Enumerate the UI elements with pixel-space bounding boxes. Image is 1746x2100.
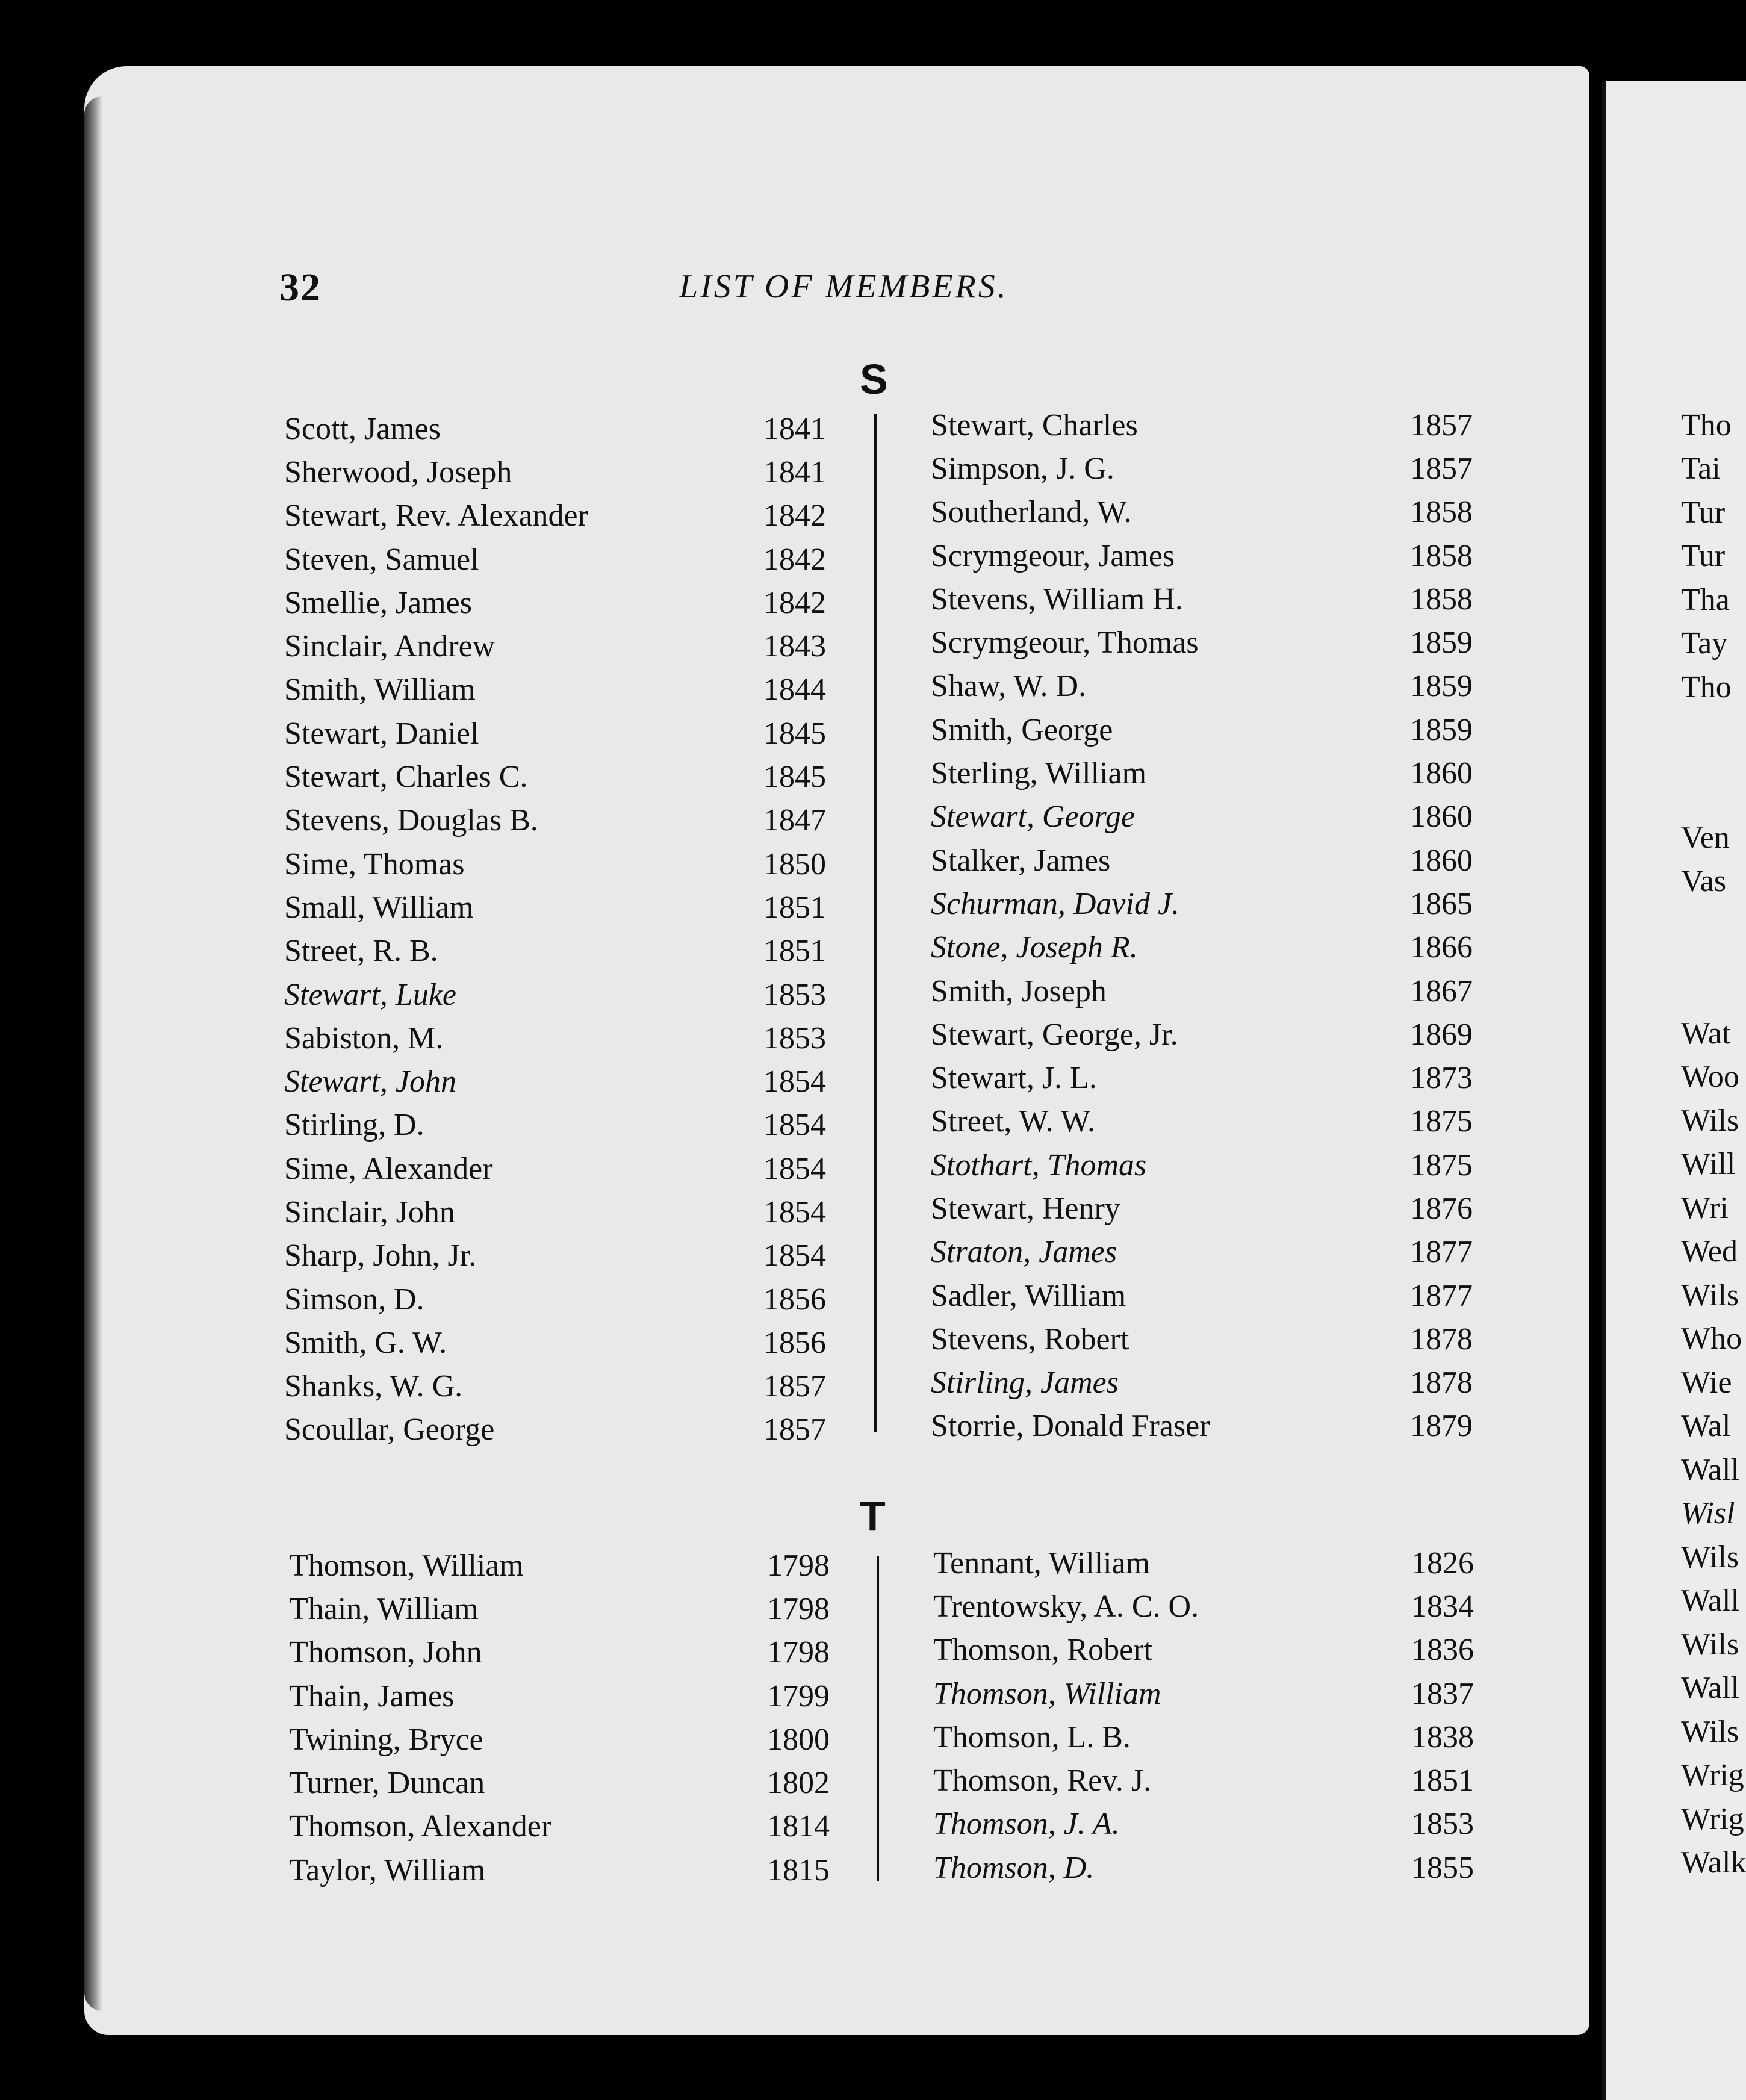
facing-page-fragment: Wall	[1681, 1452, 1739, 1487]
member-entry	[931, 839, 1473, 882]
member-year: 1859	[1410, 669, 1473, 704]
member-entry	[284, 494, 826, 538]
member-year: 1867	[1410, 974, 1473, 1008]
facing-page-fragment: Wat	[1681, 1016, 1731, 1051]
member-entry	[284, 1016, 826, 1060]
member-year: 1837	[1411, 1676, 1474, 1711]
member-name: Schurman, David J.	[931, 886, 1180, 921]
member-name: Sinclair, John	[284, 1194, 455, 1229]
member-entry	[284, 581, 826, 624]
member-entry	[284, 1321, 826, 1364]
member-name: Thomson, Robert	[933, 1633, 1152, 1668]
section-s-right-column	[931, 403, 1473, 1448]
member-name: Stothart, Thomas	[931, 1148, 1147, 1182]
member-year: 1856	[763, 1282, 826, 1317]
member-year: 1842	[763, 585, 826, 620]
member-year: 1826	[1411, 1545, 1474, 1580]
facing-page-fragments-w	[1606, 1011, 1746, 1884]
facing-page-fragment: Tay	[1681, 626, 1728, 661]
member-entry	[931, 969, 1473, 1013]
member-entry	[931, 751, 1473, 795]
member-entry	[289, 1674, 830, 1718]
member-year: 1800	[767, 1722, 830, 1757]
member-entry	[931, 795, 1473, 839]
member-entry	[931, 708, 1473, 751]
member-name: Shanks, W. G.	[284, 1369, 463, 1404]
member-name: Stewart, Charles C.	[284, 760, 528, 795]
member-name: Tennant, William	[933, 1545, 1151, 1580]
member-name: Taylor, William	[289, 1853, 486, 1887]
member-name: Street, W. W.	[931, 1104, 1096, 1139]
member-year: 1865	[1410, 886, 1473, 921]
member-year: 1842	[763, 542, 826, 577]
member-name: Stirling, D.	[284, 1108, 424, 1143]
member-entry	[284, 1190, 826, 1234]
member-year: 1857	[1410, 408, 1473, 443]
member-name: Steven, Samuel	[284, 542, 479, 577]
facing-page-fragment: Ven	[1681, 820, 1730, 855]
member-year: 1858	[1410, 495, 1473, 530]
member-year: 1856	[763, 1325, 826, 1360]
member-year: 1854	[763, 1108, 826, 1143]
member-year: 1875	[1410, 1148, 1473, 1182]
member-year: 1857	[1410, 451, 1473, 486]
facing-page-fragment: Tai	[1681, 452, 1721, 486]
member-entry	[284, 407, 826, 450]
member-name: Sadler, William	[931, 1278, 1126, 1313]
member-entry	[931, 1231, 1473, 1274]
member-year: 1834	[1411, 1589, 1474, 1624]
member-entry	[289, 1761, 830, 1804]
facing-page-fragment: Wils	[1681, 1627, 1739, 1662]
member-entry	[284, 930, 826, 973]
member-name: Stewart, George, Jr.	[931, 1017, 1178, 1052]
facing-page-fragment: Tho	[1681, 669, 1732, 704]
member-name: Street, R. B.	[284, 934, 438, 969]
member-entry	[931, 926, 1473, 969]
member-name: Stewart, George	[931, 800, 1135, 834]
member-name: Sterling, William	[931, 756, 1147, 791]
facing-page-fragment: Wri	[1681, 1190, 1729, 1225]
member-year: 1878	[1410, 1322, 1473, 1356]
member-name: Stewart, J. L.	[931, 1061, 1097, 1096]
section-t-right-column	[933, 1541, 1474, 1889]
member-entry	[289, 1848, 830, 1892]
facing-page-fragment: Tha	[1681, 582, 1730, 617]
member-name: Thomson, L. B.	[933, 1719, 1131, 1754]
member-name: Smith, Joseph	[931, 974, 1107, 1008]
member-entry	[931, 1013, 1473, 1056]
member-name: Stewart, Daniel	[284, 716, 479, 751]
member-entry	[289, 1631, 830, 1674]
member-name: Stevens, Robert	[931, 1322, 1129, 1356]
facing-page-fragment: Who	[1681, 1322, 1742, 1356]
member-name: Small, William	[284, 890, 474, 925]
member-entry	[289, 1718, 830, 1761]
member-year: 1802	[767, 1766, 830, 1801]
member-year: 1853	[1411, 1807, 1474, 1842]
member-name: Twining, Bryce	[289, 1722, 483, 1757]
member-year: 1838	[1411, 1719, 1474, 1754]
member-year: 1858	[1410, 582, 1473, 617]
member-name: Trentowsky, A. C. O.	[933, 1589, 1199, 1624]
member-year: 1860	[1410, 756, 1473, 791]
member-year: 1847	[763, 803, 826, 838]
member-name: Stevens, Douglas B.	[284, 803, 538, 838]
member-name: Stewart, Luke	[284, 977, 456, 1012]
member-entry	[284, 886, 826, 929]
member-name: Stewart, Rev. Alexander	[284, 499, 588, 533]
member-name: Thomson, William	[289, 1548, 524, 1583]
member-entry	[931, 1100, 1473, 1143]
member-entry	[284, 450, 826, 494]
facing-page-fragment: Wed	[1681, 1234, 1738, 1269]
member-entry	[289, 1587, 830, 1630]
member-name: Thomson, Alexander	[289, 1809, 552, 1844]
member-year: 1845	[763, 716, 826, 751]
member-name: Thomson, J. A.	[933, 1807, 1120, 1842]
member-entry	[289, 1805, 830, 1848]
member-year: 1878	[1410, 1365, 1473, 1400]
member-name: Shaw, W. D.	[931, 669, 1087, 704]
member-entry	[931, 534, 1473, 577]
member-year: 1851	[763, 934, 826, 969]
member-year: 1798	[767, 1591, 830, 1626]
member-year: 1841	[763, 411, 826, 446]
facing-page-fragments-t	[1606, 403, 1746, 709]
member-year: 1851	[763, 890, 826, 925]
member-name: Stewart, Charles	[931, 408, 1138, 443]
member-year: 1866	[1410, 930, 1473, 965]
member-name: Thomson, John	[289, 1635, 482, 1670]
facing-page-fragment: Wrig	[1681, 1801, 1744, 1836]
facing-page-fragment: Wils	[1681, 1714, 1739, 1749]
member-entry	[284, 973, 826, 1016]
member-entry	[931, 447, 1473, 490]
member-year: 1854	[763, 1064, 826, 1099]
member-entry	[933, 1672, 1474, 1715]
member-entry	[284, 842, 826, 886]
member-entry	[931, 403, 1473, 447]
facing-page-fragment: Walk	[1681, 1845, 1746, 1880]
member-name: Sime, Thomas	[284, 847, 465, 881]
member-name: Turner, Duncan	[289, 1766, 485, 1801]
member-year: 1859	[1410, 626, 1473, 660]
running-head: LIST OF MEMBERS.	[679, 268, 1008, 305]
member-year: 1875	[1410, 1104, 1473, 1139]
member-name: Scoullar, George	[284, 1412, 495, 1447]
member-entry	[931, 882, 1473, 925]
member-year: 1854	[763, 1238, 826, 1273]
member-year: 1850	[763, 847, 826, 881]
member-name: Stone, Joseph R.	[931, 930, 1138, 965]
member-year: 1876	[1410, 1191, 1473, 1226]
section-letter-s: S	[860, 356, 888, 403]
member-entry	[933, 1629, 1474, 1672]
member-name: Straton, James	[931, 1235, 1117, 1270]
member-name: Thomson, William	[933, 1676, 1161, 1711]
member-year: 1879	[1410, 1409, 1473, 1444]
member-year: 1857	[763, 1412, 826, 1447]
member-year: 1854	[763, 1151, 826, 1186]
member-year: 1799	[767, 1679, 830, 1713]
member-entry	[284, 538, 826, 581]
member-year: 1873	[1410, 1061, 1473, 1096]
member-year: 1815	[767, 1853, 830, 1887]
member-entry	[933, 1715, 1474, 1759]
member-year: 1877	[1410, 1235, 1473, 1270]
member-entry	[931, 1274, 1473, 1317]
facing-page-fragments-v	[1606, 816, 1746, 903]
member-year: 1836	[1411, 1633, 1474, 1668]
member-name: Thomson, Rev. J.	[933, 1763, 1152, 1798]
facing-page-fragment: Wils	[1681, 1103, 1739, 1138]
facing-page	[1602, 81, 1746, 2100]
member-name: Stewart, Henry	[931, 1191, 1120, 1226]
member-entry	[931, 1361, 1473, 1405]
section-s-left-column	[284, 407, 826, 1452]
member-name: Stalker, James	[931, 843, 1111, 878]
member-name: Stevens, William H.	[931, 582, 1183, 617]
member-name: Thain, William	[289, 1591, 479, 1626]
member-year: 1869	[1410, 1017, 1473, 1052]
member-name: Sabiston, M.	[284, 1020, 444, 1055]
facing-page-fragment: Wisl	[1681, 1496, 1735, 1531]
member-year: 1851	[1411, 1763, 1474, 1798]
member-entry	[933, 1541, 1474, 1585]
member-year: 1860	[1410, 800, 1473, 834]
member-entry	[284, 624, 826, 668]
member-year: 1860	[1410, 843, 1473, 878]
member-entry	[931, 577, 1473, 621]
member-entry	[284, 1408, 826, 1452]
member-entry	[931, 1187, 1473, 1230]
member-name: Sharp, John, Jr.	[284, 1238, 477, 1273]
member-entry	[933, 1585, 1474, 1628]
facing-page-fragment: Wall	[1681, 1671, 1739, 1706]
facing-page-fragment: Tur	[1681, 495, 1726, 530]
facing-page-fragment: Wils	[1681, 1278, 1739, 1312]
member-entry	[931, 1317, 1473, 1361]
member-year: 1855	[1411, 1850, 1474, 1885]
section-t-left-column	[289, 1544, 830, 1892]
member-year: 1858	[1410, 538, 1473, 573]
member-entry	[284, 1278, 826, 1321]
member-name: Smith, G. W.	[284, 1325, 447, 1360]
facing-page-fragment: Wall	[1681, 1583, 1739, 1618]
member-year: 1853	[763, 1020, 826, 1055]
member-entry	[284, 1060, 826, 1103]
facing-page-fragment: Will	[1681, 1147, 1736, 1182]
facing-page-fragment: Vas	[1681, 864, 1727, 899]
member-entry	[931, 665, 1473, 708]
member-year: 1857	[763, 1369, 826, 1404]
member-entry	[931, 1405, 1473, 1448]
member-year: 1842	[763, 499, 826, 533]
member-name: Scrymgeour, Thomas	[931, 626, 1199, 660]
member-name: Scott, James	[284, 411, 441, 446]
member-year: 1853	[763, 977, 826, 1012]
member-year: 1798	[767, 1635, 830, 1670]
member-year: 1814	[767, 1809, 830, 1844]
member-entry	[284, 712, 826, 755]
member-name: Sime, Alexander	[284, 1151, 493, 1186]
member-name: Smith, George	[931, 712, 1113, 747]
member-entry	[284, 1365, 826, 1408]
member-entry	[931, 491, 1473, 534]
member-year: 1854	[763, 1194, 826, 1229]
member-year: 1844	[763, 673, 826, 707]
member-entry	[933, 1846, 1474, 1889]
member-entry	[284, 1147, 826, 1190]
member-entry	[931, 621, 1473, 664]
facing-page-fragment: Tho	[1681, 408, 1732, 443]
member-entry	[284, 799, 826, 842]
member-name: Storrie, Donald Fraser	[931, 1409, 1210, 1444]
member-name: Stewart, John	[284, 1064, 456, 1099]
member-year: 1841	[763, 455, 826, 489]
member-entry	[284, 668, 826, 712]
page-spine-shadow	[84, 96, 102, 2011]
member-entry	[931, 1143, 1473, 1187]
facing-page-fragment: Wal	[1681, 1409, 1731, 1444]
member-year: 1877	[1410, 1278, 1473, 1313]
member-name: Smellie, James	[284, 585, 472, 620]
member-name: Thain, James	[289, 1679, 455, 1713]
facing-page-fragment: Woo	[1681, 1060, 1739, 1095]
member-name: Southerland, W.	[931, 495, 1132, 530]
facing-page-fragment: Wrig	[1681, 1758, 1744, 1793]
member-name: Simpson, J. G.	[931, 451, 1114, 486]
member-entry	[933, 1759, 1474, 1802]
member-entry	[284, 1234, 826, 1278]
member-name: Sherwood, Joseph	[284, 455, 512, 489]
member-entry	[933, 1803, 1474, 1846]
facing-page-fragment: Tur	[1681, 539, 1726, 574]
member-name: Simson, D.	[284, 1282, 424, 1317]
member-year: 1845	[763, 760, 826, 795]
member-year: 1859	[1410, 712, 1473, 747]
member-name: Scrymgeour, James	[931, 538, 1175, 573]
member-name: Stirling, James	[931, 1365, 1119, 1400]
member-name: Smith, William	[284, 673, 476, 707]
member-entry	[284, 755, 826, 798]
member-name: Thomson, D.	[933, 1850, 1095, 1885]
member-year: 1798	[767, 1548, 830, 1583]
member-year: 1843	[763, 629, 826, 664]
facing-page-fragment: Wils	[1681, 1539, 1739, 1574]
section-letter-t: T	[860, 1493, 886, 1539]
page-number: 32	[279, 266, 322, 309]
member-entry	[284, 1104, 826, 1147]
column-divider	[877, 1556, 879, 1881]
member-entry	[289, 1544, 830, 1587]
column-divider	[874, 414, 877, 1432]
facing-page-fragment: Wie	[1681, 1365, 1732, 1400]
member-name: Sinclair, Andrew	[284, 629, 496, 664]
member-entry	[931, 1056, 1473, 1099]
